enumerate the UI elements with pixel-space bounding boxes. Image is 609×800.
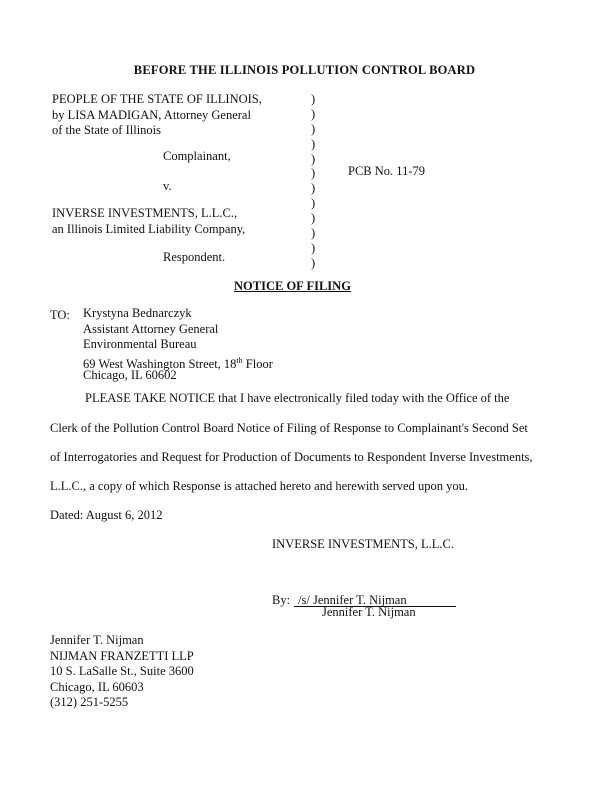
recipient-line: Krystyna Bednarczyk [83,306,192,320]
complainant-block [52,92,262,139]
body-line-3: of Interrogatories and Request for Production of Documents to Respondent Inverse Investments, [50,450,533,464]
complainant-label: Complainant, [163,149,231,163]
paren: ) [311,226,316,241]
document-title: BEFORE THE ILLINOIS POLLUTION CONTROL BOARD [133,63,476,77]
paren: ) [311,92,316,106]
recipient-line: Assistant Attorney General [83,321,219,336]
signer-printed-name: Jennifer T. Nijman [322,605,416,619]
versus-label: v. [163,179,172,193]
respondent-label: Respondent. [163,250,226,264]
paren: ) [311,106,316,121]
paren: ) [311,121,316,136]
address-line: 10 S. LaSalle St., Suite 3600 [50,664,194,678]
body-line-2: Clerk of the Pollution Control Board Notice of Filing of Response to Complainant's Second Set [50,421,528,435]
complainant-line: PEOPLE OF THE STATE OF ILLINOIS, [52,92,262,106]
to-label: TO: [50,308,70,322]
respondent-line: an Illinois Limited Liability Company, [52,221,246,236]
recipient-line: Environmental Bureau [83,337,197,351]
recipient-city: Chicago, IL 60602 [83,368,177,382]
complainant-line: by LISA MADIGAN, Attorney General [52,107,251,122]
body-line-4: L.L.C., a copy of which Response is attached hereto and herewith served upon you. [50,479,468,493]
respondent-line: INVERSE INVESTMENTS, L.L.C., [52,206,238,220]
recipient-street [83,353,273,369]
paren: ) [311,151,316,166]
paren: ) [311,196,316,211]
recipient-block [83,306,273,384]
address-line: Chicago, IL 60603 [50,679,144,694]
dated-line: Dated: August 6, 2012 [50,508,163,522]
address-line: NIJMAN FRANZETTI LLP [50,648,194,663]
body-line-1: PLEASE TAKE NOTICE that I have electronically filed today with the Office of the [85,391,510,405]
electronic-signature: /s/ Jennifer T. Nijman [298,593,407,607]
case-number: PCB No. 11-79 [348,164,425,178]
address-line: (312) 251-5255 [50,695,129,709]
paren: ) [311,166,316,181]
caption-parenthesis-column [311,92,315,271]
street-floor: Floor [242,356,273,371]
by-label: By: [272,593,291,607]
paren: ) [311,181,316,196]
paren: ) [311,136,316,151]
attorney-address-block [50,633,194,711]
street-text: 69 West Washington Street, 18 [83,356,237,371]
paren: ) [311,255,316,270]
respondent-block [52,206,245,237]
paren: ) [311,211,316,226]
address-line: Jennifer T. Nijman [50,633,144,647]
paren: ) [311,240,316,255]
street-superscript: th [236,355,243,365]
notice-title: NOTICE OF FILING [234,279,351,293]
complainant-line: of the State of Illinois [52,123,162,137]
signature-company: INVERSE INVESTMENTS, L.L.C. [272,537,454,551]
